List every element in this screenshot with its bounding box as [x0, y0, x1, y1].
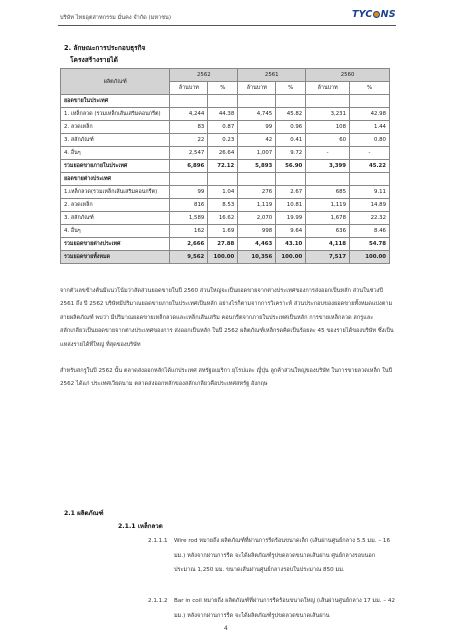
cell: 2,070: [238, 212, 276, 225]
cell: 72.12: [208, 160, 238, 173]
cell: 108: [306, 121, 350, 134]
cell: 0.96: [276, 121, 306, 134]
cell: 26.64: [208, 147, 238, 160]
list-item: [148, 534, 396, 578]
row-label: 2. ลวดเหล็ก: [61, 121, 170, 134]
cell: 4,463: [238, 238, 276, 251]
cell: 56.90: [276, 160, 306, 173]
cell: 22.32: [350, 212, 390, 225]
cell: 4,745: [238, 108, 276, 121]
logo-text-tail: NS: [380, 9, 396, 20]
product-header: ผลิตภัณฑ์: [61, 69, 170, 95]
revenue-table: [60, 68, 390, 264]
year-header: 2560: [306, 69, 390, 82]
cell: 4,244: [170, 108, 208, 121]
cell: 45.82: [276, 108, 306, 121]
year-header: 2562: [170, 69, 238, 82]
cell: 100.00: [350, 251, 390, 264]
item-text: Wire rod หมายถึง ผลิตภัณฑ์ที่ผ่านการรีดร้อนขนาดเล็ก (เส้นผ่านศูนย์กลาง 5.5 มม. – 16 มม.) หลังจากผ่านการรีด จะได้ผลิตภัณฑ์รูปขดลวดขนาดเส้นผ่าน ศูนย์กลางรอบนอกประมาณ 1,250 มม. ขนาดเส้นผ่านศูนย์กลางรอบในประมาณ 850 มม.: [174, 538, 391, 573]
table-row: [61, 225, 390, 238]
cell: 9.72: [276, 147, 306, 160]
row-label: 4. อื่นๆ: [61, 147, 170, 160]
paragraph: จากตัวเลขข้างต้นมีแนวโน้มว่าสัดส่วนยอดขายในปี 2560 ส่วนใหญ่จะเป็นยอดขายจากต่างประเทศของการส่งออกเป็นหลัก ส่วนในช่วงปี 2561 ถึง ปี 2562 บริษัทมีปริมาณยอดขายภายในประเทศเป็นหลัก อย่างไรก็ตามจากการวิเคราะห์ ส่วนประกอบของยอดขายทั้งหมดแบ่งตามสายผลิตภัณฑ์ พบว่า มีปริมาณยอดขายเหล็กลวดและเหล็กเส้นเสริม คอนกรีตจากภายในประเทศเป็นหลัก การขายเหล็กลวด สกรูและสลักเกลียวเป็นยอดขายจากต่างประเทศของการ ส่งออกเป็นหลัก ในปี 2562 ผลิตภัณฑ์เหล็กรดคิดเป็นร้อยละ 45 ของรายได้ของบริษัท ซึ่งเป็นแหล่งรายได้ที่ใหญ่ ที่สุดของบริษัท: [60, 288, 394, 348]
group-title: ยอดขายต่างประเทศ: [61, 173, 170, 186]
cell: 162: [170, 225, 208, 238]
table-row: [61, 147, 390, 160]
cell: 1,119: [238, 199, 276, 212]
row-label: 1. เหล็กลวด (รวมเหล็กเส้นเสริมคอนกรีต): [61, 108, 170, 121]
subsection-title: 2.1 ผลิตภัณฑ์: [64, 510, 104, 517]
cell: 10.81: [276, 199, 306, 212]
cell: 19.99: [276, 212, 306, 225]
cell: 4,118: [306, 238, 350, 251]
unit-amount: ล้านบาท: [170, 82, 208, 95]
cell: 42: [238, 134, 276, 147]
cell: 99: [170, 186, 208, 199]
cell: 0.80: [350, 134, 390, 147]
item-number: 2.1.1.1: [148, 538, 168, 544]
cell: 1.44: [350, 121, 390, 134]
cell: 8.46: [350, 225, 390, 238]
list-item: [148, 594, 396, 623]
cell: 816: [170, 199, 208, 212]
unit-amount: ล้านบาท: [238, 82, 276, 95]
unit-percent: %: [208, 82, 238, 95]
cell: 2,666: [170, 238, 208, 251]
cell: 83: [170, 121, 208, 134]
row-label: รวมยอดขายทั้งหมด: [61, 251, 170, 264]
cell: 45.22: [350, 160, 390, 173]
cell: 5,893: [238, 160, 276, 173]
header-company-name: บริษัท ไทยอุตสาหกรรม มั่นคง จำกัด (มหาชน): [60, 15, 172, 21]
subtotal-row: [61, 238, 390, 251]
cell: 42.98: [350, 108, 390, 121]
paragraph: สำหรับสกรูในปี 2562 นั้น ตลาดส่งออกหลักได้แก่ประเทศ สหรัฐอเมริกา ยุโรปและ ญี่ปุ่น ลูกค้าส่วนใหญ่ของบริษัท ในการขายลวดเหล็ก ในปี 2562 ได้แก่ ประเทศเวียดนาม ตลาดส่งออกหลักของสลักเกลียวคือประเทศสหรัฐ อังกฤษ: [60, 368, 393, 388]
table-row: [61, 199, 390, 212]
unit-percent: %: [276, 82, 306, 95]
group-heading-row: [61, 173, 390, 186]
subsubsection-title: 2.1.1 เหล็กลวด: [118, 523, 163, 530]
cell: 9,562: [170, 251, 208, 264]
cell: 3,231: [306, 108, 350, 121]
cell: 2,547: [170, 147, 208, 160]
cell: 276: [238, 186, 276, 199]
cell: 998: [238, 225, 276, 238]
table-row: [61, 186, 390, 199]
unit-amount: ล้านบาท: [306, 82, 350, 95]
section-subtitle: โครงสร้างรายได้: [70, 56, 118, 64]
cell: 54.78: [350, 238, 390, 251]
cell: 7,517: [306, 251, 350, 264]
cell: 1.69: [208, 225, 238, 238]
cell: 0.41: [276, 134, 306, 147]
cell: 9.64: [276, 225, 306, 238]
year-header: 2561: [238, 69, 306, 82]
group-heading-row: [61, 95, 390, 108]
table-row: [61, 121, 390, 134]
item-number: 2.1.1.2: [148, 598, 168, 604]
row-label: 1.เหล็กลวด(รวมเหล็กเส้นเสริมคอนกรีต): [61, 186, 170, 199]
cell: 1,589: [170, 212, 208, 225]
row-label: 4. อื่นๆ: [61, 225, 170, 238]
cell: 100.00: [276, 251, 306, 264]
cell: 16.62: [208, 212, 238, 225]
logo-dot-icon: [373, 11, 380, 18]
cell: 14.89: [350, 199, 390, 212]
row-label: 2. ลวดเหล็ก: [61, 199, 170, 212]
group-title: ยอดขายในประเทศ: [61, 95, 170, 108]
cell: 1,007: [238, 147, 276, 160]
cell: 8.53: [208, 199, 238, 212]
row-label: รวมยอดขายต่างประเทศ: [61, 238, 170, 251]
cell: 3,399: [306, 160, 350, 173]
page-number: 4: [224, 626, 228, 632]
cell: 10,356: [238, 251, 276, 264]
cell: 99: [238, 121, 276, 134]
header-divider: [58, 25, 396, 26]
cell: 44.38: [208, 108, 238, 121]
row-label: 3. สลักภัณฑ์: [61, 134, 170, 147]
cell: 0.87: [208, 121, 238, 134]
table-row: [61, 212, 390, 225]
table-header-row: [61, 69, 390, 82]
cell: 1,678: [306, 212, 350, 225]
cell: 2.67: [276, 186, 306, 199]
grand-total-row: [61, 251, 390, 264]
cell: 1.04: [208, 186, 238, 199]
cell: 9.11: [350, 186, 390, 199]
item-text: Bar in coil หมายถึง ผลิตภัณฑ์ที่ผ่านการรีดร้อนขนาดใหญ่ (เส้นผ่านศูนย์กลาง 17 มม. – 42 มม.) หลังจากผ่านการรีด จะได้ผลิตภัณฑ์รูปขดลวดขนาดเส้นผ่าน: [174, 598, 396, 619]
company-logo: [352, 9, 396, 20]
cell: -: [306, 147, 350, 160]
unit-percent: %: [350, 82, 390, 95]
row-label: 3. สลักภัณฑ์: [61, 212, 170, 225]
cell: 636: [306, 225, 350, 238]
cell: 6,896: [170, 160, 208, 173]
table-row: [61, 108, 390, 121]
cell: 685: [306, 186, 350, 199]
cell: 27.88: [208, 238, 238, 251]
cell: 100.00: [208, 251, 238, 264]
cell: -: [350, 147, 390, 160]
cell: 0.23: [208, 134, 238, 147]
cell: 1,119: [306, 199, 350, 212]
logo-text: TYC: [352, 9, 373, 20]
table-row: [61, 134, 390, 147]
section-title: 2. ลักษณะการประกอบธุรกิจ: [64, 44, 146, 52]
cell: 43.10: [276, 238, 306, 251]
row-label: รวมยอดขายภายในประเทศ: [61, 160, 170, 173]
cell: 22: [170, 134, 208, 147]
cell: 60: [306, 134, 350, 147]
subtotal-row: [61, 160, 390, 173]
